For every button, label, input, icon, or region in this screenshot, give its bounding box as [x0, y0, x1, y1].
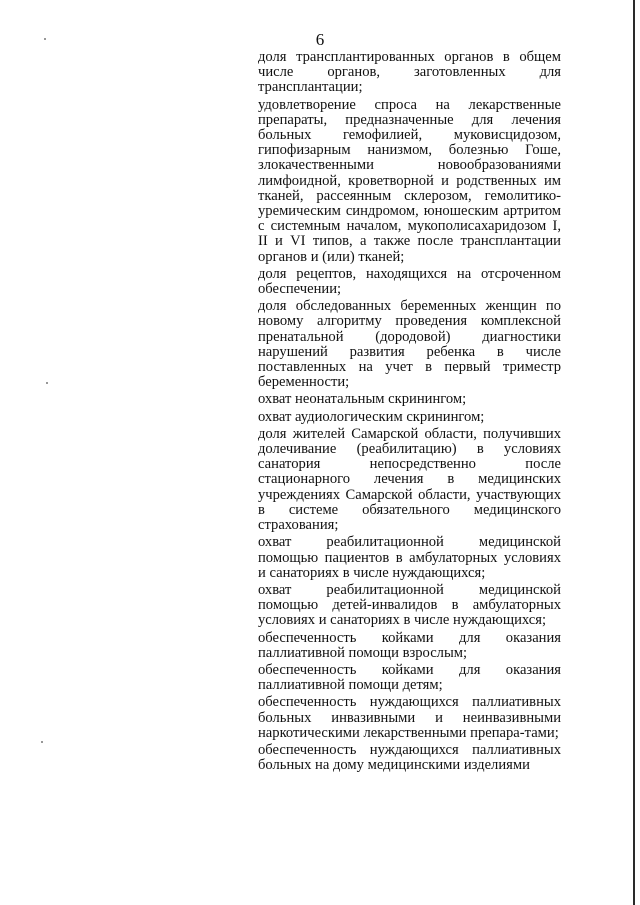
- list-item: доля обследованных беременных женщин по новому алгоритму проведения комплексной пренатальной (дородовой) диагностики нарушений развития ребенка в числе поставленных на учет в первый триместр беременности;: [258, 298, 561, 391]
- list-item: обеспеченность койками для оказания паллиативной помощи взрослым;: [258, 629, 561, 661]
- list-item: обеспеченность койками для оказания паллиативной помощи детям;: [258, 661, 561, 694]
- list-item: охват аудиологическим скринингом;: [258, 408, 485, 425]
- page-number: 6: [315, 30, 325, 49]
- indicator-list: [258, 50, 561, 773]
- list-item: доля рецептов, находящихся на отсроченном обеспечении;: [258, 265, 561, 298]
- list-item: доля жителей Самарской области, получивших долечивание (реабилитацию) в условиях санатория непосредственно после стационарного лечения в медицинских учреждениях Самарской области, участвующих в системе обязательного медицинского страхования;: [258, 425, 561, 534]
- list-item: обеспеченность нуждающихся паллиативных больных на дому медицинскими изделиями: [258, 741, 561, 774]
- scan-speck: [44, 38, 46, 40]
- list-item: доля трансплантированных органов в общем числе органов, заготовленных для трансплантации;: [258, 49, 561, 96]
- scan-edge-line: [633, 0, 635, 905]
- list-item: охват неонатальным скринингом;: [258, 391, 467, 408]
- scan-speck: [41, 741, 43, 743]
- list-item: охват реабилитационной медицинской помощью детей-инвалидов в амбулаторных условиях и санаториях в числе нуждающихся;: [258, 581, 561, 629]
- scan-speck: [46, 382, 48, 384]
- list-item: охват реабилитационной медицинской помощью пациентов в амбулаторных условиях и санаториях в числе нуждающихся;: [258, 534, 561, 581]
- list-item: обеспеченность нуждающихся паллиативных больных инвазивными и неинвазивными наркотическими лекарственными препара-тами;: [258, 694, 561, 741]
- list-item: удовлетворение спроса на лекарственные препараты, предназначенные для лечения больных гемофилией, муковисцидозом, гипофизарным нанизмом, болезнью Гоше, злокачественными новообразованиями лимфоидной, кроветворной и родственных им тканей, рассеянным склерозом, гемолитико-уремическим синдромом, юношеским артритом с системным началом, мукополисахаридозом I, II и VI типов, а также после трансплантации органов и (или) тканей;: [258, 96, 561, 265]
